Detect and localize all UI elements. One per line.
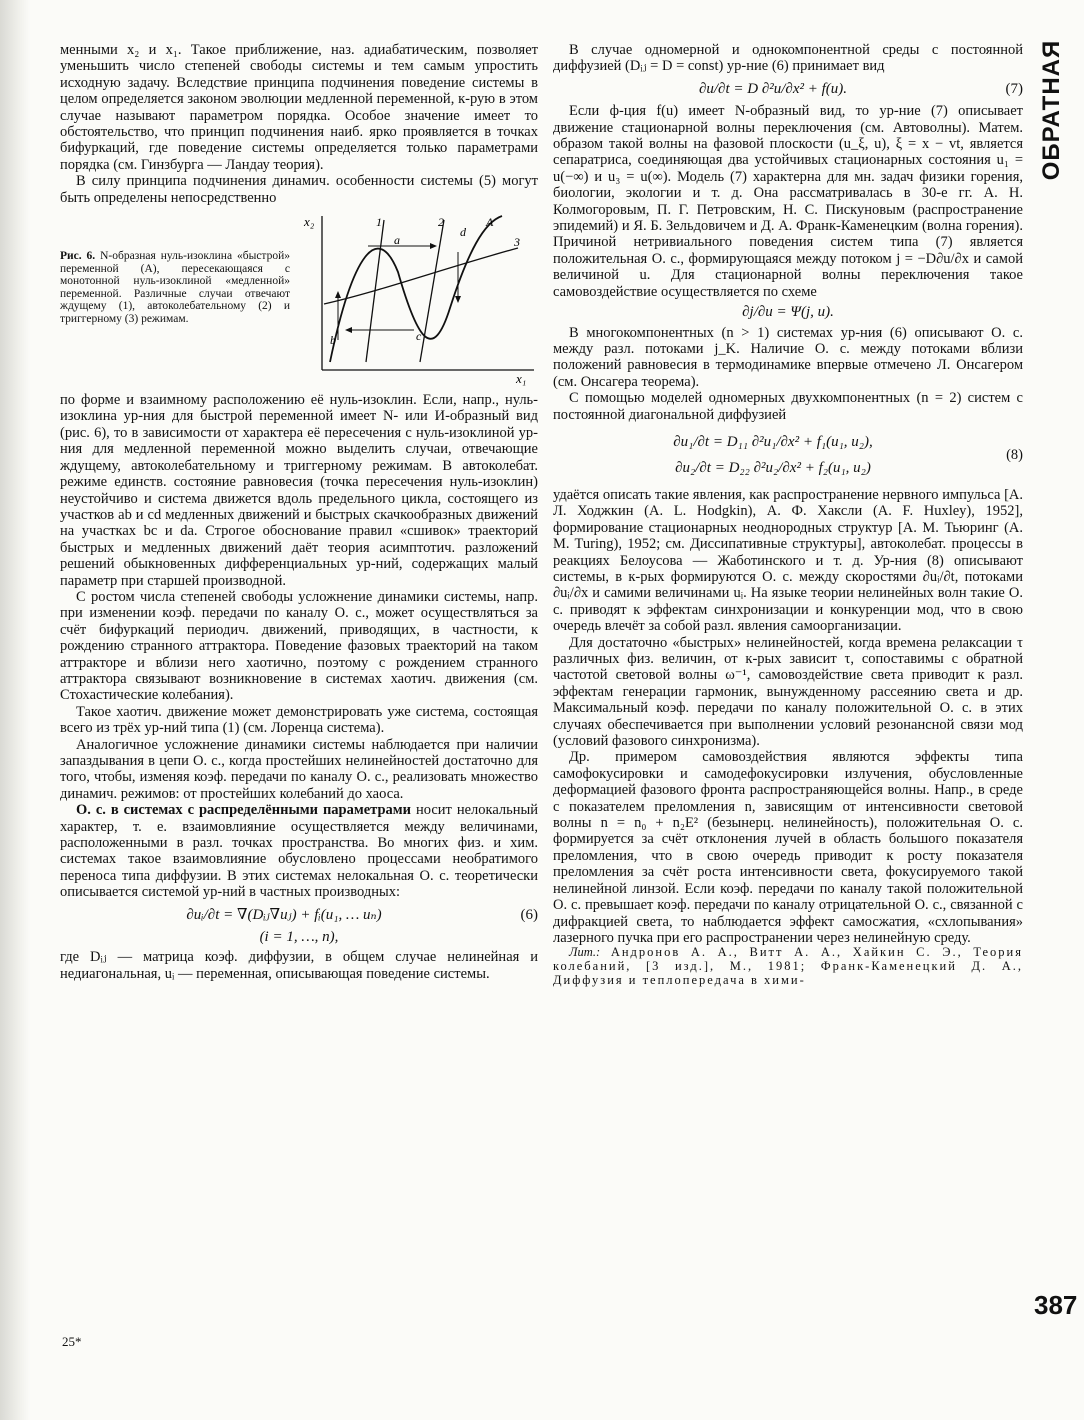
paragraph: менными x₂ и x₁. Такое приближение, наз. адиабатическим, позволяет уменьшить число степеней свободы системы и тем самым упростить исходную задачу. Вследствие принципа подчинения поведение системы в целом определяется законом эволюции медленной переменной, к-рую в этом случае называют параметром порядка. Особое значение имеет то обстоятельство, что принцип подчинения наиб. ярко проявляется в точках бифуркаций, где поведение системы определяется только параметрами порядка (см. Гинзбурга — Ландау теория). [60, 42, 538, 173]
y-axis-label: x₂ [304, 214, 315, 230]
section-run-in-heading: О. с. в системах с распределёнными параметрами [76, 802, 412, 819]
phase-plane-diagram [304, 212, 538, 387]
paragraph: где Dᵢⱼ — матрица коэф. диффузии, в общем случае нелинейная и недиагональная, uᵢ — переменная, описывающая поведение системы. [60, 949, 538, 982]
curve-label-1: 1 [376, 215, 382, 230]
feedback-scheme-equation: ∂j/∂u = Ψ(j, u). [742, 304, 834, 321]
equation-8 [553, 429, 1023, 481]
paragraph: С ростом числа степеней свободы усложнение динамики системы, напр. при изменении коэф. передачи по каналу О. с., может осуществляться за счёт бифуркаций периодич. движений, приводящих, в частности, к рождению странного аттрактора. Поведение фазовых траекторий на таком аттракторе и вблизи него хаотично, поэтому с рождением странного аттрактора связывают возникновение в системах хаотич. движения (см. Стохастические колебания). [60, 588, 538, 704]
point-label-a: a [394, 233, 400, 248]
equation-6-expression: ∂uᵢ/∂t = ∇(Dᵢⱼ∇uⱼ) + fᵢ(u₁, … uₙ) [186, 906, 382, 923]
paragraph: Др. примером самовоздействия являются эффекты типа самофокусировки и самодефокусировки излучения, обусловленные деформацией фазового фронта распространяющейся волны. Напр., в среде с показателем преломления n, зависящим от интенсивности световой волны n = n₀ + n₂E² (безынерц. нелинейность), положительная О. с. формируется за счёт отклонения лучей в область большого показателя преломления, что в свою очередь приводит к росту показателя преломления за счёт роста интенсивности света, фокусируемого такой нелинейной линзой. Если коэф. передачи по каналу такой положительной О. с. превышает коэф. передачи по каналу отрицательной О. с., связанной с дифракцией света, то наблюдается эффект самосжатия, «схлопывания» лазерного пучка при его распространении через нелинейную среду. [553, 749, 1023, 946]
references-text: Андронов А. А., Витт А. А., Хайкин С. Э., Теория колебаний, [3 изд.], М., 1981; Франк-Каменецкий Д. А., Диффузия и теплопередача в хими- [553, 945, 1023, 987]
equation-8-line-1: ∂u₁/∂t = D₁₁ ∂²u₁/∂x² + f₁(u₁, u₂), [673, 433, 873, 450]
curve-label-3: 3 [514, 235, 520, 250]
equation-6-condition: (i = 1, …, n), [259, 929, 339, 946]
equation-6-number: (6) [520, 906, 538, 923]
page-number: 387 [1034, 1290, 1078, 1320]
paragraph: В случае одномерной и однокомпонентной среды с постоянной диффузией (Dᵢⱼ = D = const) ур-ние (6) принимает вид [553, 42, 1023, 75]
paragraph: Для достаточно «быстрых» нелинейностей, когда времена релаксации τ различных физ. величин, от к-рых зависит τ, сопоставимы с обратной частотой световой волны ω⁻¹, самовоздействие света приводит к разл. эффектам генерации гармоник, вынужденному рассеянию света и др. Максимальный коэф. передачи по каналу положительной О. с. в этих случаях обеспечивается при выполнении условий резонансной связи мод (условий фазового синхронизма). [553, 634, 1023, 750]
paragraph: по форме и взаимному расположению её нуль-изоклин. Если, напр., нуль-изоклина ур-ния для быстрой переменной имеет N- или И-образный вид (рис. 6), то в зависимости от характера её пересечения с нуль-изоклиной ур-ния для медленной переменной можно выделить случаи, отвечающие ждущему, автоколебательному и триггерному режимам. В автоколебат. режиме единств. состояние равновесия (точка пересечения нуль-изоклин) неустойчиво и система движется вдоль предельного цикла, состоящего из участков ab и cd медленных движений и быстрых скачкообразных движений на участках bc и da. Строгое обоснование правил «сшивок» траекторий быстрых и медленных движений даёт теория асимптотич. разложений решений обыкновенных дифференциальных ур-ний, содержащих малый параметр при старшей производной. [60, 392, 538, 589]
right-column [553, 42, 1023, 987]
point-label-b: b [330, 333, 336, 348]
figure-caption-label: Рис. 6. [60, 250, 96, 263]
paragraph: В силу принципа подчинения динамич. особенности системы (5) могут быть определены непосредственно [60, 173, 538, 206]
paragraph: Аналогичное усложнение динамики системы наблюдается при наличии запаздывания в цепи О. с., когда простейших нелинейностей достаточно для того, чтобы, изменяя коэф. передачи по каналу О. с., реализовать множество динамич. режимов: от простейших колебаний до хаоса. [60, 736, 538, 802]
point-label-d: d [460, 225, 466, 240]
references-label: Лит.: [569, 945, 601, 960]
paragraph: удаётся описать такие явления, как распространение нервного импульса [А. Л. Ходжкин (A. L. Hodgkin), А. Ф. Хаксли (A. F. Huxley), 1952], формирование стационарных неоднородных структур [А. М. Тьюринг (A. M. Turing), 1952; см. Диссипативные структуры], автоколебат. процессы в реакциях Белоусова — Жаботинского и т. д. Ур-ния (8) описывают системы, в к-рых формируются О. с. между скоростями ∂uᵢ/∂t, потоками ∂uᵢ/∂x и самими величинами uᵢ. На языке теории нелинейных волн такие О. с. приводят к эффектам синхронизации и конкуренции мод, что в свою очередь влечёт за собой разл. явления самоорганизации. [553, 486, 1023, 635]
references [553, 946, 1023, 987]
paragraph: Если ф-ция f(u) имеет N-образный вид, то ур-ние (7) описывает движение стационарной волны переключения (см. Автоволны). Матем. образом такой волны на фазовой плоскости (u_ξ, u), ξ = x − vt, является сепаратриса, соединяющая два устойчивых стационарных состояния u₁ = u(−∞) и u₃ = u(∞). Модель (7) характерна для мн. задач физики горения, биологии, экологии и т. д. Она рассматривалась в 30-е гг. А. Н. Колмогоровым, П. Г. Петровским, Н. С. Пискуновым (распространение эпидемий) и Я. Б. Зельдовичем и Д. А. Франк-Каменецким (волна горения). Причиной нетривиального поведения систем типа (7) является положительная О. с., формирующаяся между потоком j = −D∂u/∂x и самой величиной u. Для стационарной волны переключения такое самовоздействие осуществляется по схеме [553, 103, 1023, 300]
equation-6 [60, 907, 538, 923]
slow-null-isocline-3 [324, 248, 518, 304]
curve-label-a-isocline: A [486, 215, 494, 230]
figure-6 [60, 212, 538, 387]
figure-caption [60, 212, 290, 384]
printer-signature-mark: 25* [62, 1334, 82, 1349]
x-axis-label: x₁ [516, 371, 527, 387]
figure-caption-text: N-образная нуль-изоклина «быстрой» переменной (A), пересекающаяся с монотонной нуль-изоклиной «медленной» переменной. Различные случаи отвечают ждущему (1), автоколебательному (2) и триггерному (3) режимам. [60, 250, 290, 326]
equation-7-number: (7) [1005, 80, 1023, 97]
curve-label-2: 2 [438, 215, 444, 230]
paragraph: В многокомпонентных (n > 1) системах ур-ния (6) описывают О. с. между разл. потоками j_K. Наличие О. с. между потоками вблизи положений равновесия в термодинамике впервые отмечено Л. Онсагером (см. Онсагера теорема). [553, 324, 1023, 390]
left-column [60, 42, 538, 982]
paragraph: Такое хаотич. движение может демонстрировать уже система, состоящая всего из трёх ур-ний типа (1) (см. Лоренца система). [60, 703, 538, 737]
equation-7-expression: ∂u/∂t = D ∂²u/∂x² + f(u). [698, 80, 848, 97]
paragraph-text: носит нелокальный характер, т. е. взаимовлияние осуществляется между величинами, расположенными в разл. точках пространства. Во многих физ. и хим. системах такое взаимовлияние обусловлено процессами необратимого переноса типа диффузии. В этих системах нелокальная О. с. теоретически описывается системой ур-ний в частных производных: [60, 802, 538, 901]
slow-null-isocline-2 [420, 220, 444, 362]
paragraph-distributed-systems [60, 802, 538, 900]
scan-edge-shadow [0, 0, 30, 1420]
equation-8-number: (8) [1006, 446, 1023, 463]
equation-7 [553, 81, 1023, 97]
side-running-head [1030, 40, 1074, 180]
point-label-c: c [416, 329, 422, 344]
side-heading-text: ОБРАТНАЯ [1038, 39, 1065, 181]
equation-8-line-2: ∂u₂/∂t = D₂₂ ∂²u₂/∂x² + f₂(u₁, u₂) [675, 459, 871, 476]
paragraph: С помощью моделей одномерных двухкомпонентных (n = 2) систем с постоянной диагональной диффузией [553, 390, 1023, 423]
